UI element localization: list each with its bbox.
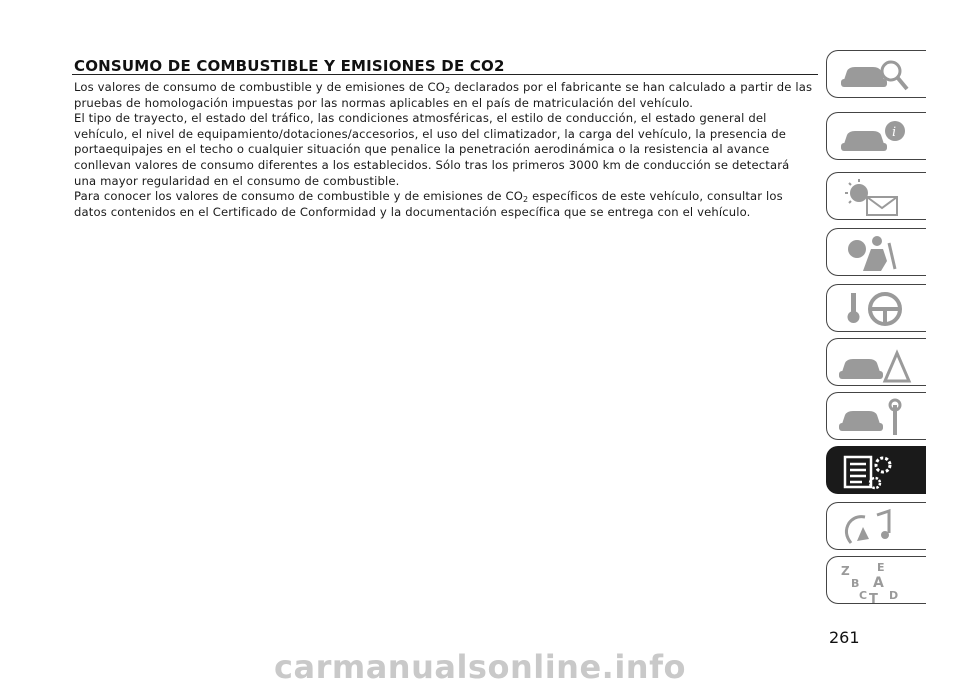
car-wrench-icon (837, 397, 917, 437)
tab-safety[interactable] (826, 228, 926, 276)
tab-maintenance[interactable] (826, 392, 926, 440)
body-text (74, 80, 814, 220)
alphabetical-index-icon (837, 561, 917, 605)
index-letter-c: C (859, 589, 868, 602)
key-steering-wheel-icon (837, 289, 917, 329)
tab-index[interactable] (826, 556, 926, 604)
section-title: CONSUMO DE COMBUSTIBLE Y EMISIONES DE CO2 (74, 57, 505, 75)
tab-technical-data[interactable] (826, 446, 926, 494)
watermark: carmanualsonline.info (274, 648, 686, 686)
index-letter-a: A (873, 575, 884, 591)
svg-text:i: i (892, 125, 897, 140)
car-magnifier-icon (837, 55, 917, 95)
index-letter-z: Z (841, 564, 850, 578)
tab-warning-lights[interactable] (826, 172, 926, 220)
page-number: 261 (829, 628, 860, 647)
car-warning-triangle-icon (837, 343, 917, 383)
car-info-icon (837, 117, 917, 157)
paragraph-certificate: Para conocer los valores de consumo de combustible y de emisiones de $CO_2$ específicos de este vehículo, consultar los datos contenidos en el Certificado de Conformidad y la documentación específica que se entrega con el vehículo. (74, 189, 783, 219)
tab-emergency[interactable] (826, 338, 926, 386)
airbag-seatbelt-icon (837, 233, 917, 273)
tab-multimedia[interactable] (826, 502, 926, 550)
technical-data-gears-icon (837, 451, 917, 491)
tab-car-info[interactable] (826, 112, 926, 160)
index-letter-e: E (877, 561, 885, 574)
paragraph-homologation: Los valores de consumo de combustible y de emisiones de $CO_2$ declarados por el fabricante se han calculado a partir de las pruebas de homologación impuestas por las normas aplicables en el país de matriculación del vehículo. (74, 80, 813, 110)
multimedia-note-icon (837, 507, 917, 547)
index-letter-d: D (889, 589, 899, 602)
title-underline (72, 74, 818, 75)
paragraph-factors: El tipo de trayecto, el estado del tráfico, las condiciones atmosféricas, el estilo de conducción, el estado general del vehículo, el nivel de equipamiento/dotaciones/accesorios, el uso del climatizador, la carga del vehículo, la presencia de portaequipajes en el techo o cualquier situación que penalice la penetración aerodinámica o la resistencia al avance conllevan valores de consumo diferentes a los establecidos. Sólo tras los primeros 3000 km de conducción se detectará una mayor regularidad en el consumo de combustible. (74, 111, 790, 188)
index-letter-b: B (851, 577, 860, 590)
chapter-tabs (826, 0, 930, 683)
tab-starting-driving[interactable] (826, 284, 926, 332)
warning-lights-envelope-icon (837, 177, 917, 217)
tab-car-search[interactable] (826, 50, 926, 98)
index-letter-t: T (869, 592, 878, 605)
